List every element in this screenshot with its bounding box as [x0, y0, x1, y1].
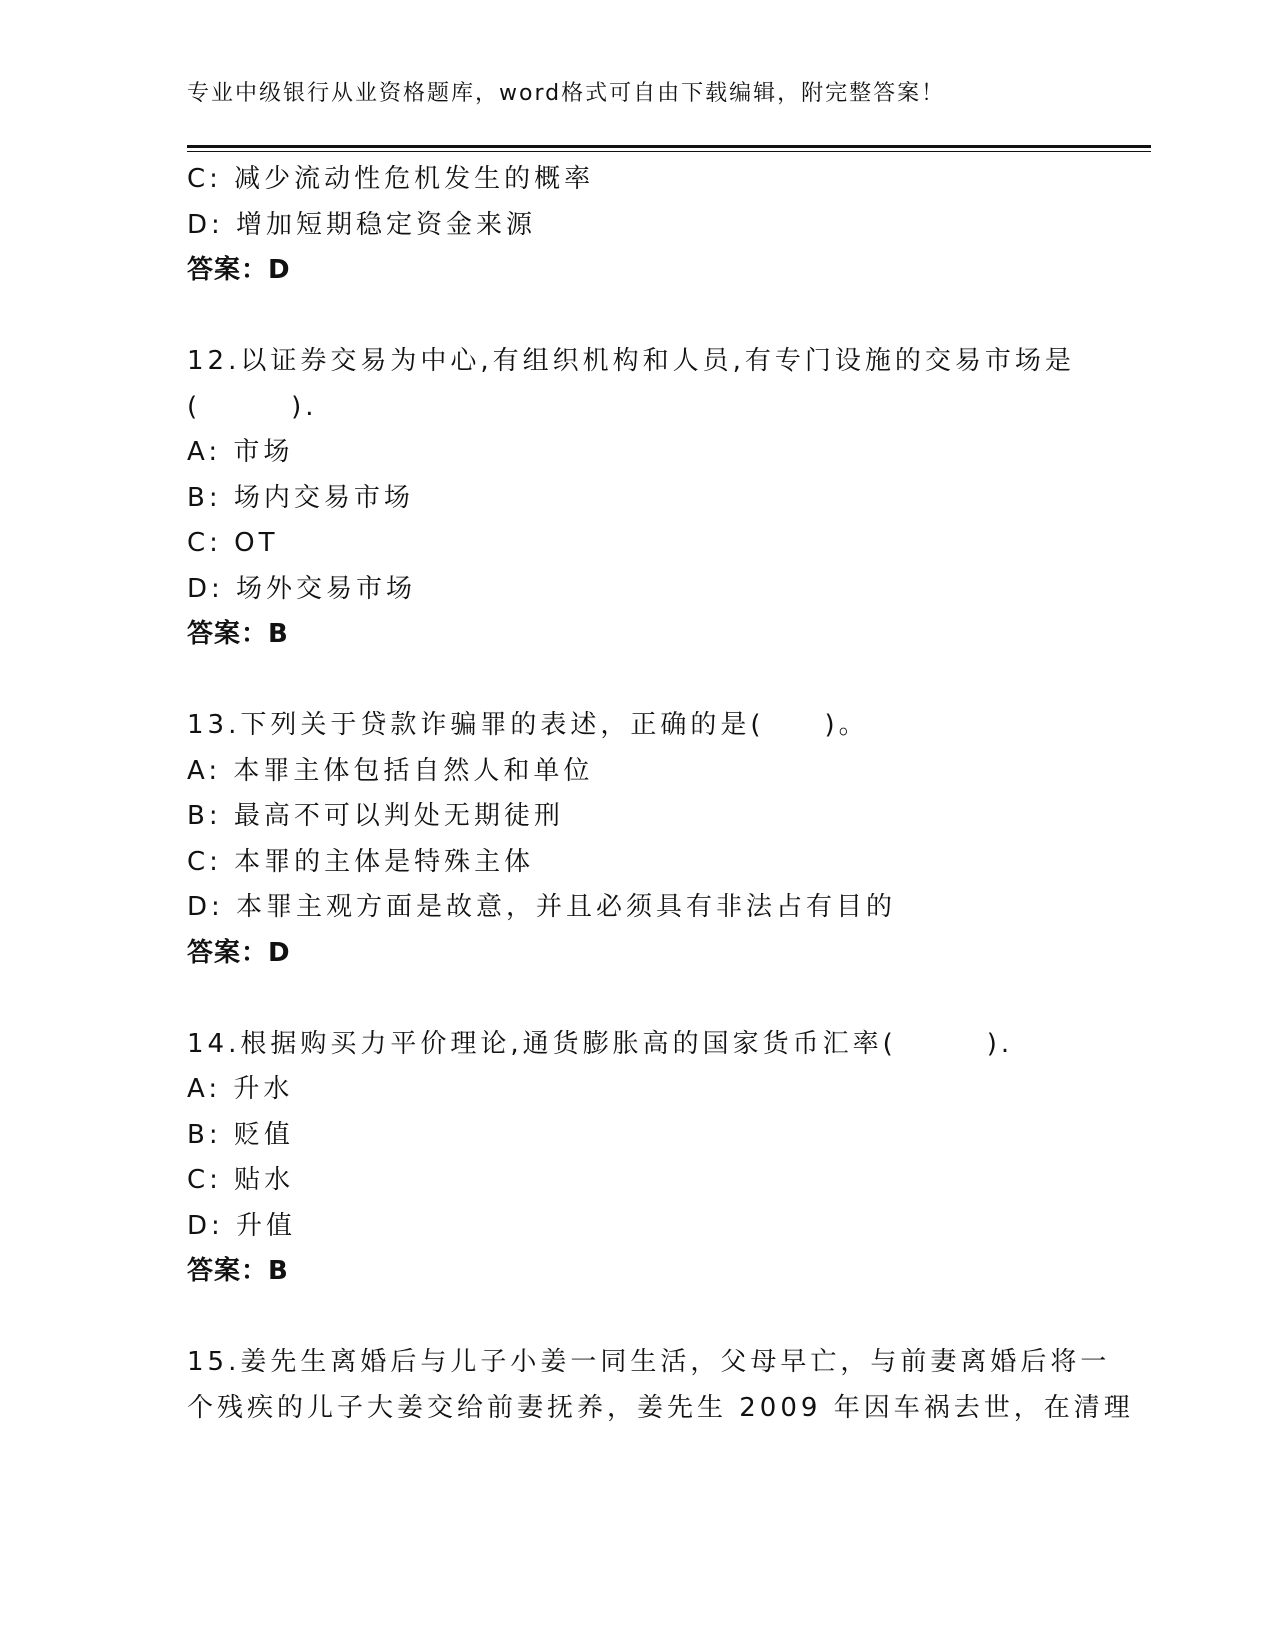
answer-prev: 答案：D — [187, 255, 291, 285]
option-d-prev: D: 增加短期稳定资金来源 — [187, 209, 537, 240]
question-12-option-b: B: 场内交易市场 — [187, 482, 414, 513]
spacer — [187, 1295, 1087, 1341]
question-14-option-c: C: 贴水 — [187, 1165, 295, 1195]
question-12-text-line1: 12.以证券交易为中心,有组织机构和人员,有专门设施的交易市场是 — [187, 346, 1075, 376]
spacer — [187, 976, 1087, 1022]
question-13-text: 13.下列关于贷款诈骗罪的表述，正确的是( )。 — [187, 710, 869, 740]
question-14-text: 14.根据购买力平价理论,通货膨胀高的国家货币汇率( ). — [187, 1028, 1014, 1059]
question-14-option-b: B: 贬值 — [187, 1119, 294, 1150]
question-15-text-line2: 个残疾的儿子大姜交给前妻抚养，姜先生 2009 年因车祸去世，在清理 — [187, 1392, 1134, 1423]
question-14-answer: 答案：B — [187, 1256, 289, 1286]
question-14-option-a: A: 升水 — [187, 1074, 294, 1104]
question-12-answer: 答案：B — [187, 619, 289, 649]
question-12-text-line2: ( ). — [187, 391, 318, 422]
question-content — [187, 157, 1134, 1431]
spacer — [187, 658, 1087, 704]
question-13-option-a: A: 本罪主体包括自然人和单位 — [187, 755, 594, 786]
question-12-option-c: C: OT — [187, 528, 279, 558]
question-12-option-a: A: 市场 — [187, 437, 294, 467]
spacer — [187, 294, 1087, 340]
question-13-option-b: B: 最高不可以判处无期徒刑 — [187, 801, 564, 831]
question-14-option-d: D: 升值 — [187, 1210, 297, 1241]
header-divider-thick — [187, 145, 1151, 148]
question-12-option-d: D: 场外交易市场 — [187, 573, 417, 604]
question-13-option-c: C: 本罪的主体是特殊主体 — [187, 846, 535, 877]
header-divider-thin — [187, 151, 1151, 152]
question-15-text-line1: 15.姜先生离婚后与儿子小姜一同生活，父母早亡，与前妻离婚后将一 — [187, 1347, 1111, 1377]
page-header: 专业中级银行从业资格题库，word格式可自由下载编辑，附完整答案！ — [187, 81, 946, 106]
question-13-option-d: D: 本罪主观方面是故意，并且必须具有非法占有目的 — [187, 892, 897, 922]
option-c-prev: C: 减少流动性危机发生的概率 — [187, 164, 595, 194]
question-13-answer: 答案：D — [187, 937, 291, 968]
